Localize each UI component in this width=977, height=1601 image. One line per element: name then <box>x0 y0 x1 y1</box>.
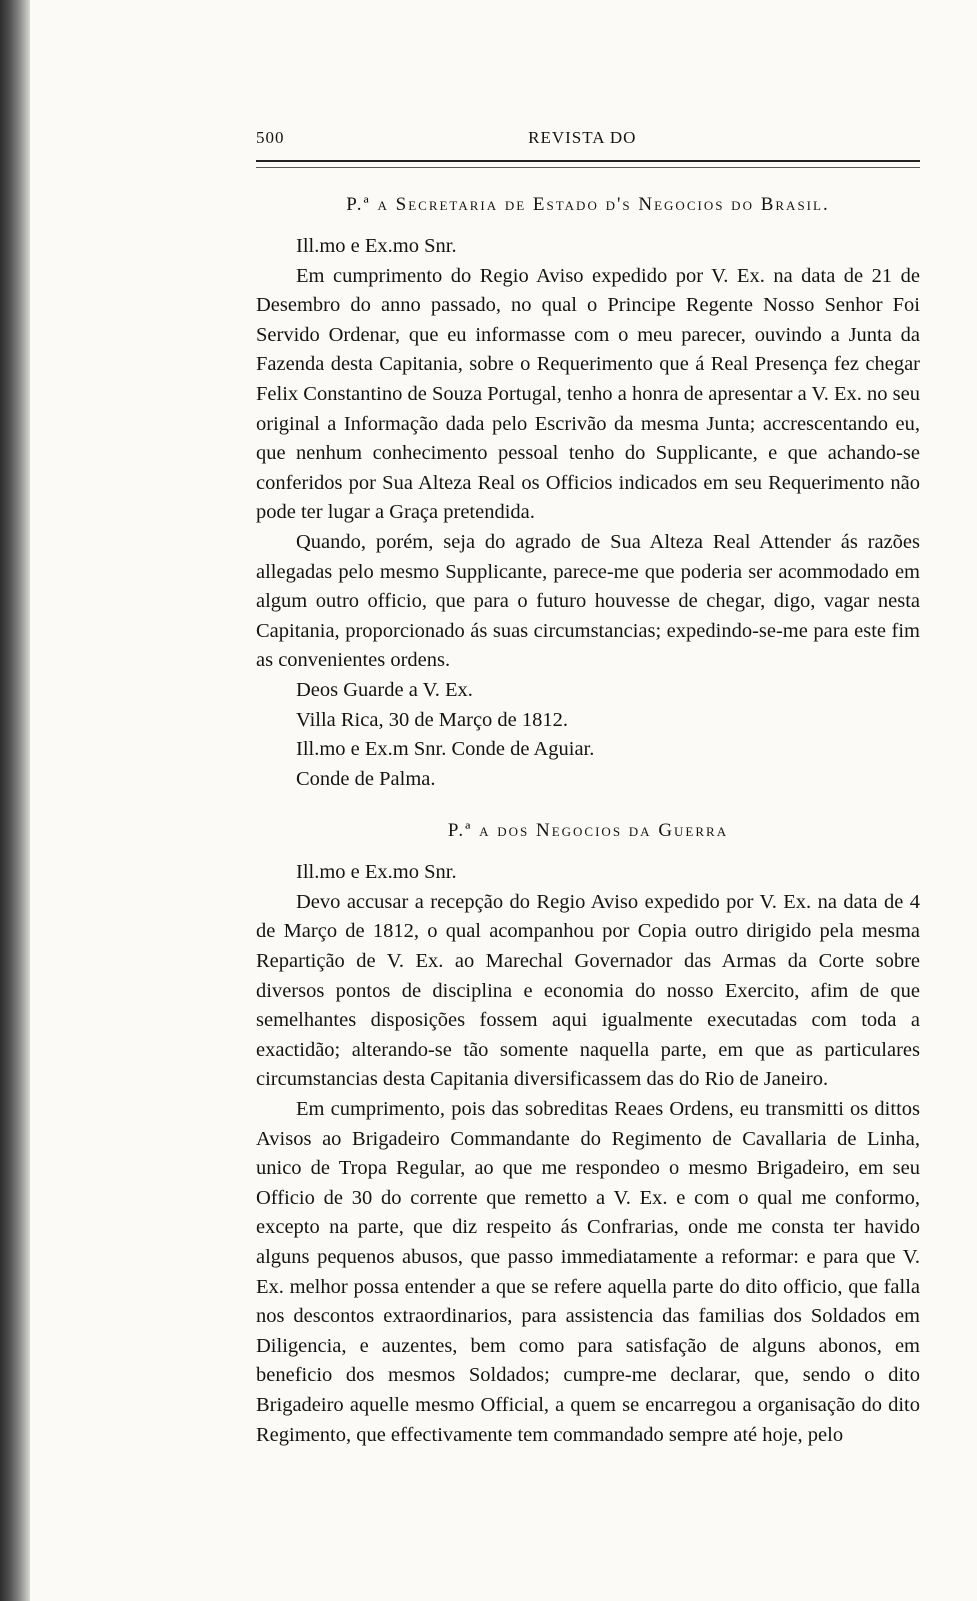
closing-line: Deos Guarde a V. Ex. <box>296 678 473 701</box>
salutation: Ill.mo e Ex.mo Snr. <box>296 235 457 257</box>
page-number: 500 <box>256 128 285 147</box>
signature-line: Conde de Palma. <box>296 767 436 790</box>
running-title: REVISTA DO <box>528 128 637 147</box>
letter-paragraph: Em cumprimento, pois das sobreditas Reaes Ordens, eu transmitti os dittos Avisos ao Brigadeiro Commandante do Regimento de Cavallaria de Linha, unico de Tropa Regular, ao que me respondeo o mesmo Brigadeiro, em seu Officio de 30 do corrente que remetto a V. Ex. e com o qual me conformo, excepto na parte, que diz respeito ás Confrarias, onde me consta ter havido alguns pequenos abusos, que passo immediatamente a reformar: e para que V. Ex. melhor possa entender a que se refere aquella parte do dito officio, que falla nos descontos extraordinarios, para assistencia das familias dos Soldados em Diligencia, e auzentes, bem como para satisfação de alguns abonos, em beneficio dos mesmos Soldados; cumpre-me declarar, que, sendo o dito Brigadeiro aquelle mesmo Official, a quem se encarregou a organisação do dito Regimento, que effectivamente tem commandado sempre até hoje, pelo <box>256 1098 920 1446</box>
document-page <box>256 128 920 1450</box>
letter-paragraph: Em cumprimento do Regio Aviso expedido por V. Ex. na data de 21 de Desembro do anno passado, no qual o Principe Regente Nosso Senhor Foi Servido Ordenar, que eu informasse com o meu parecer, ouvindo a Junta da Fazenda desta Capitania, sobre o Requerimento que á Real Presença fez chegar Felix Constantino de Souza Portugal, tenho a honra de apresentar a V. Ex. no seu original a Informação dada pelo Escrivão da mesma Junta; accrescentando eu, que nenhum conhecimento pessoal tenho do Supplicante, e que achando-se conferidos por Sua Alteza Real os Officios indicados em seu Requerimento não pode ter lugar a Graça pretendida. <box>256 264 920 524</box>
letter-paragraph: Devo accusar a recepção do Regio Aviso expedido por V. Ex. na data de 4 de Março de 1812, o qual acompanhou por Copia outro dirigido pela mesma Repartição de V. Ex. ao Marechal Governador das Armas da Corte sobre diversos pontos de disciplina e economia do nosso Exercito, afim de que semelhantes disposições fossem aqui igualmente executadas com toda a exactidão; alterando-se tão somente naquella parte, em que as particulares circumstancias desta Capitania diversificassem das do Rio de Janeiro. <box>256 890 920 1091</box>
section-title-guerra: P.ª a dos Negocios da Guerra <box>447 820 729 842</box>
addressee-line: Ill.mo e Ex.m Snr. Conde de Aguiar. <box>296 738 595 761</box>
page-header <box>256 128 920 152</box>
header-rule <box>256 160 920 168</box>
place-date-line: Villa Rica, 30 de Março de 1812. <box>296 708 569 731</box>
section-title-secretaria: P.ª a Secretaria de Estado d's Negocios do Brasil. <box>346 194 830 215</box>
salutation: Ill.mo e Ex.mo Snr. <box>296 861 457 884</box>
book-binding-edge <box>0 0 30 1601</box>
letter-paragraph: Quando, porém, seja do agrado de Sua Alteza Real Attender ás razões allegadas pelo mesmo Supplicante, parece-me que poderia ser acommodado em algum outro officio, que para o futuro houvesse de chegar, digo, vagar nesta Capitania, proporcionado ás suas circumstancias; expedindo-se-me para este fim as convenientes ordens. <box>256 530 920 672</box>
